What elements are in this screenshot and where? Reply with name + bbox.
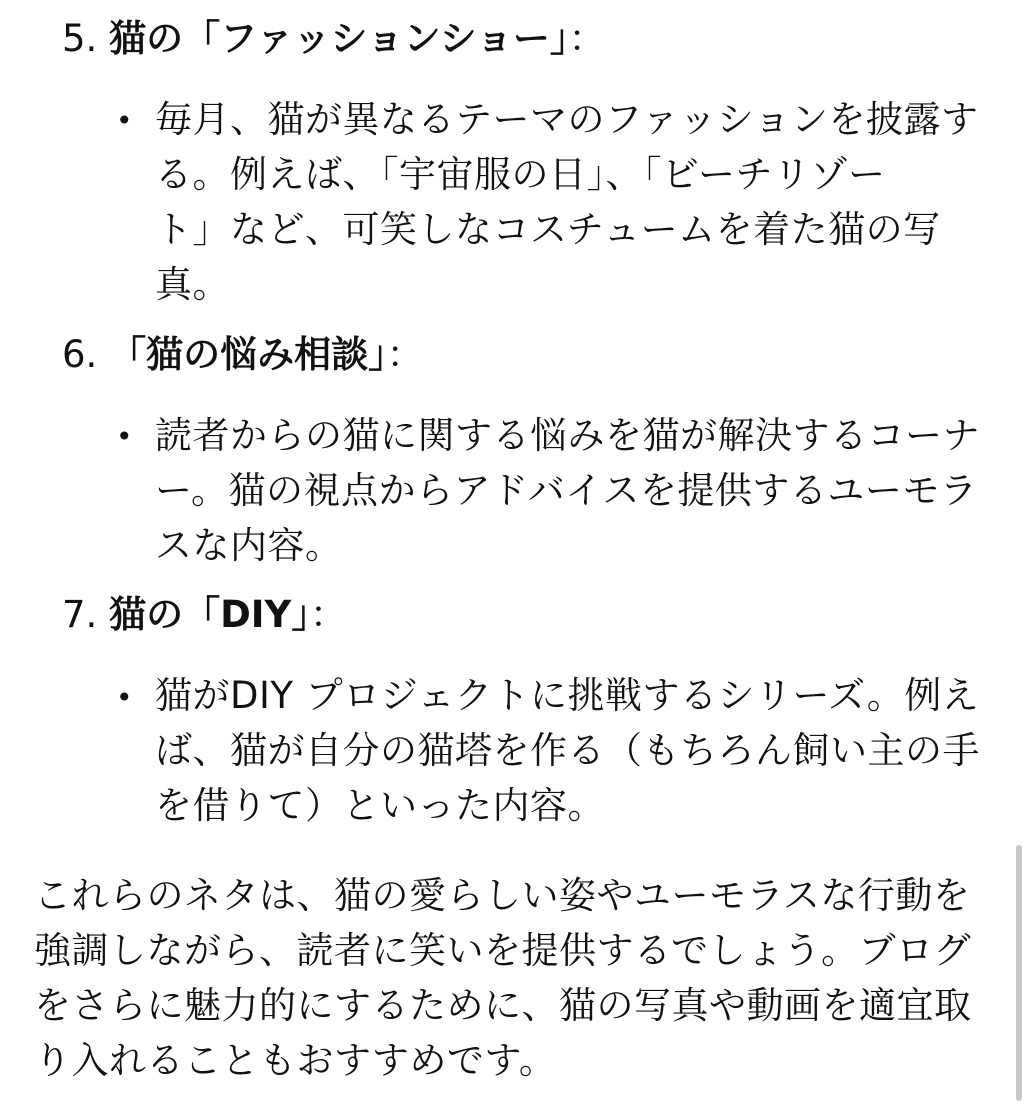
list-item-title: 猫の「DIY」 bbox=[109, 593, 310, 636]
bullet-line: スな内容。 bbox=[155, 524, 343, 567]
list-item-title: 「猫の悩み相談」 bbox=[109, 333, 387, 376]
vertical-scrollbar[interactable] bbox=[1016, 845, 1022, 1101]
list-item-colon: ： bbox=[309, 593, 347, 636]
bullet-icon: • bbox=[116, 681, 133, 714]
list-item-number: 7. bbox=[62, 593, 98, 636]
bullet-line: 毎月、猫が異なるテーマのファッションを披露す bbox=[155, 98, 979, 141]
list-item-number: 5. bbox=[62, 17, 98, 60]
bullet-line: を借りて）といった内容。 bbox=[155, 784, 605, 827]
bullet-text bbox=[155, 408, 995, 573]
paragraph-line: り入れることもおすすめです。 bbox=[34, 1039, 557, 1082]
closing-paragraph bbox=[34, 868, 994, 1088]
list-item-title: 猫の「ファッションショー」 bbox=[109, 17, 569, 60]
bullet-line: ー。猫の視点からアドバイスを提供するユーモラ bbox=[155, 469, 978, 512]
list-item-heading bbox=[62, 17, 605, 61]
paragraph-line: これらのネタは、猫の愛らしい姿やユーモラスな行動を bbox=[34, 874, 971, 917]
bullet-text bbox=[155, 92, 995, 312]
bullet-line: ト」など、可笑しなコスチュームを着た猫の写 bbox=[155, 208, 941, 251]
bullet-text bbox=[155, 668, 995, 833]
paragraph-line: をさらに魅力的にするために、猫の写真や動画を適宜取 bbox=[34, 984, 972, 1027]
list-item-colon: ： bbox=[386, 333, 424, 376]
list-item-heading bbox=[62, 593, 347, 637]
list-item-number: 6. bbox=[62, 333, 98, 376]
paragraph-line: 強調しながら、読者に笑いを提供するでしょう。ブログ bbox=[34, 929, 972, 972]
list-item-colon: ： bbox=[568, 17, 606, 60]
bullet-icon: • bbox=[116, 104, 133, 137]
bullet-line: ば、猫が自分の猫塔を作る（もちろん飼い主の手 bbox=[155, 729, 980, 772]
list-item-heading bbox=[62, 333, 424, 377]
bullet-line: 読者からの猫に関する悩みを猫が解決するコーナ bbox=[155, 414, 980, 457]
bullet-icon: • bbox=[116, 420, 133, 453]
bullet-line: 猫がDIY プロジェクトに挑戦するシリーズ。例え bbox=[155, 674, 980, 717]
bullet-line: 真。 bbox=[155, 263, 230, 306]
bullet-line: る。例えば、「宇宙服の日」、「ビーチリゾー bbox=[155, 153, 886, 196]
